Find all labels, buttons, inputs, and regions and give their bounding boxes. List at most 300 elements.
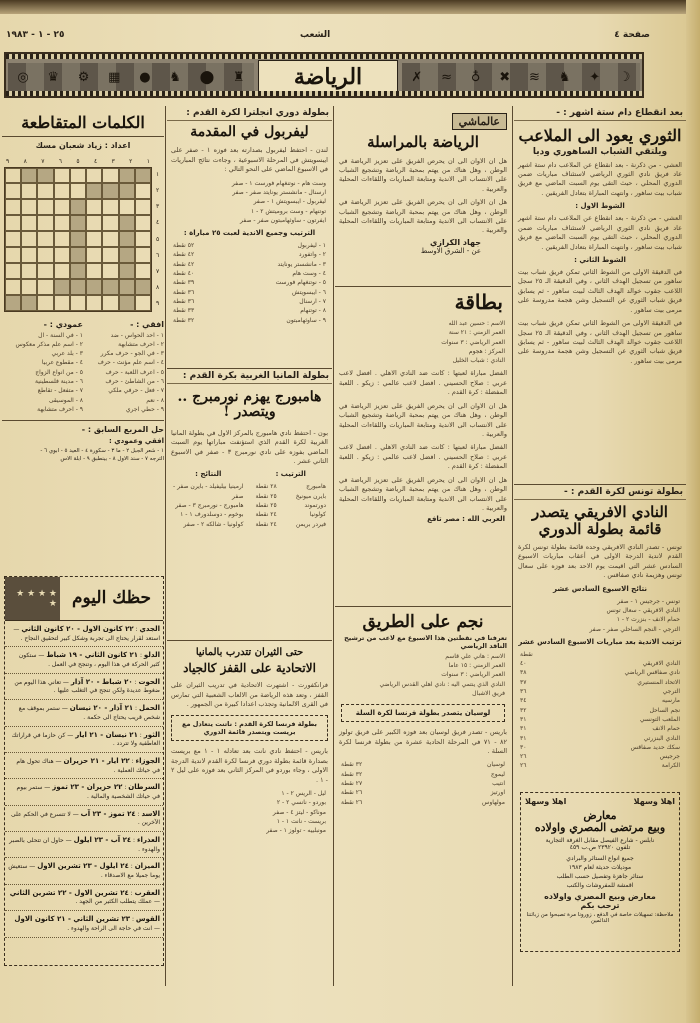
article-body: باريس - احتفظ نادي نانت بعد تعادله ١ - ١ مع بريست بصدارة قائمة بطولة دوري فرنسا لكرة القدم لاندية الدرجة الاولى ، وجاء بوردو في المركز الثاني بعد فوزه على ليل ٢ - ١ . — [171, 747, 328, 784]
sign-dates: ٢٤ تشرين الاول - ٢٢ تشرين الثاني — [9, 888, 129, 897]
crossword-cell[interactable] — [70, 247, 86, 263]
sports-icons-left — [8, 63, 254, 91]
crossword-cell[interactable] — [70, 199, 86, 215]
article-kicker: بعد انقطاع دام ستة اشهر : - — [514, 106, 686, 121]
sign-dates: ٢٢ كانون الاول - ٢٠ كانون الثاني — [21, 625, 134, 633]
crossword-cell[interactable] — [102, 279, 118, 295]
crossword-cell[interactable] — [135, 199, 151, 215]
standings-table — [250, 480, 333, 530]
crossword-cell[interactable] — [54, 199, 70, 215]
crossword-cell[interactable] — [37, 215, 53, 231]
crossword-cell[interactable] — [135, 215, 151, 231]
section-label: الشوط الاول : — [575, 202, 625, 211]
ranking-title: الترتيب : — [275, 470, 306, 479]
crossword-cell[interactable] — [70, 183, 86, 199]
article-star — [335, 606, 511, 986]
horoscope-list — [5, 621, 163, 938]
sign-name: الجدي — [139, 625, 160, 633]
crossword-cell[interactable] — [37, 247, 53, 263]
crossword-cell[interactable] — [86, 215, 102, 231]
crossword-cell[interactable] — [70, 295, 86, 311]
sign-text: ستمر بموقف مع شخص قريب يحتاج الى حكمة . — [18, 705, 160, 721]
crossword-cell[interactable] — [54, 231, 70, 247]
boxing-bag-icon: ♁ — [470, 69, 481, 85]
star-field: النادي الذي ينتمي اليه : نادي اهلي القدس الرياضي — [379, 680, 505, 688]
star-field: الاسم : هاني علي قاسم — [445, 652, 505, 660]
crossword-grid[interactable] — [4, 167, 152, 312]
result-row: ايفرتون - ساوثهامبتون صفر - صفر — [240, 216, 326, 224]
sign-dates: ٢١ كانون الثاني - ١٩ شباط — [46, 651, 139, 660]
results-list — [167, 480, 250, 530]
crossword-cell[interactable] — [119, 215, 135, 231]
article-headline: الثوري يعود الى الملاعب — [518, 126, 682, 145]
crossword-cell[interactable] — [119, 295, 135, 311]
sign-name: الجوزاء — [135, 756, 160, 765]
crossword-cell[interactable] — [119, 231, 135, 247]
crossword-cell[interactable] — [5, 168, 21, 184]
crossword-cell[interactable] — [37, 199, 53, 215]
author-source: عن - الشرق الاوسط — [420, 246, 481, 255]
standings-table — [335, 758, 511, 808]
article-body: الفضل مباراة لعبتها : كانت ضد النادي الاهلي . افضل لاعب عربي : صلاح الحسيني . افضل لاعب عالمي : زيكو . اللعبة المفضلة : كرة القدم . — [339, 369, 507, 397]
sign-name: العقرب — [134, 888, 160, 897]
result-row: النادي الافريقي - سعال تونس — [606, 606, 680, 614]
sign-name: العذراء — [136, 836, 160, 844]
clues-horizontal: افقي : - ١ - احد الحواس - ضد ٢ - احرف متشابهة ٣ - في الجو - حرف مكرر ٤ - اسم علم مؤنث - حرف ٥ - اعرف اللعبة - حرف ٦ - من الشاطئ - حرف ٧ - فعل - حرفي ملكي ٨ - نعم ٩ - حطي اجري — [97, 319, 164, 413]
solution-text: الترجه ٧ - سند الاول ٨ - بينطبق ٩ - ابلة الاس — [60, 456, 164, 463]
standings-row: ١ - ليفربول ٥٢ نقطة — [173, 242, 326, 250]
crossword-cell[interactable] — [86, 199, 102, 215]
sign-text: حاول ان تتحلى بالصبر والهدوء . — [9, 837, 160, 853]
horoscope-header — [5, 577, 163, 621]
cyclist-icon: ⚙ — [77, 69, 90, 85]
horoscope-entry: الحوت : ٢٠ شباط - ٢٠ آذار — تعاني هذا اليوم من ضغوط عديدة ولكن تنجح في التغلب عليها . — [5, 674, 163, 700]
standings-row: الكرامة ٢٦ — [520, 762, 680, 770]
ad-title: معارض — [583, 809, 617, 822]
column-rule — [165, 106, 166, 986]
horoscope-entry: الاسد : ٢٤ تموز - ٢٣ آب — لا تتسرع في الحكم على الآخرين . — [5, 806, 163, 832]
horoscope-entry: الثور : ٢١ نيسان - ٢١ ايار — كن حازما في قراراتك العاطفية ولا تتردد . — [5, 727, 163, 753]
horoscope-entry: السرطان : ٢٢ حزيران - ٢٣ تموز — ستمر بيوم في حياتك الشخصية والمالية . — [5, 779, 163, 805]
standings-row: بايرن ميونيخ ٢٥ نقطة — [255, 492, 326, 500]
down-numbers: ١ ٢ ٣ ٤ ٥ ٦ ٧ ٨ ٩ — [156, 171, 160, 308]
ad-phone: تلفون ٢٣٩٢٠ ص.ب ٤٥٩ — [569, 844, 631, 852]
article-body: تونس - تصدر النادي الافريقي وحده قائمة بطولة تونس لكرة القدم لاندية الدرجة الاولى في أعقاب مباريات الاسبوع السادس عشر التي اقيمت يوم الاحد بعد فوزه على سعال تونس وهزيمة نادي صفاقس . — [518, 543, 682, 580]
ad-note: ملاحظة: تسهيلات خاصة في الدفع ، زورونا مرة تصبحوا من زبائننا الدائمين — [526, 912, 674, 925]
section-title: الرياضة — [258, 60, 398, 94]
sports-icons-right — [402, 63, 640, 91]
ad-address: نابلس - شارع الفيصل مقابل الغرفة التجارية — [545, 837, 655, 845]
runner-icon: ♞ — [169, 69, 181, 85]
standings-row: مارسيه ٣٤ — [520, 697, 680, 705]
standings-row: النادي الافريقي ٤٠ — [520, 660, 680, 668]
crossword-cell[interactable] — [86, 295, 102, 311]
crossword-cell[interactable] — [119, 199, 135, 215]
crossword-cell[interactable] — [5, 231, 21, 247]
ad-greeting: ترحب بكم — [580, 901, 620, 911]
crossword-cell[interactable] — [119, 263, 135, 279]
crossword-cell[interactable] — [5, 279, 21, 295]
basket-icon: ▦ — [108, 69, 121, 85]
crossword-cell[interactable] — [135, 295, 151, 311]
sign-text: هناك تحول هام في حياتك العملية . — [16, 757, 160, 774]
page-right-edge — [686, 0, 700, 1023]
crossword-cell[interactable] — [5, 247, 21, 263]
sign-dates: ٢٤ آب - ٢٣ ايلول — [73, 836, 132, 844]
result-row: ليفربول - ايبسويتش ١ - صفر — [253, 198, 326, 206]
standings-row: النادي البنزرتي ٣١ — [520, 734, 680, 742]
crossword-cell[interactable] — [70, 168, 86, 184]
result-row: توتنهام - وست بروميتش ٢ - ١ — [251, 207, 326, 215]
sign-text: ستكون كثير الحركة في هذا اليوم ، وتنجح في العمل . — [18, 652, 160, 669]
horoscope-entry: العذراء : ٢٤ آب - ٢٣ ايلول — حاول ان تتحلى بالصبر والهدوء . — [5, 832, 163, 858]
crossword-cell[interactable] — [54, 247, 70, 263]
inset-box: بطولة فرنسا لكرة القدم : ناتنت يتعادل مع بريست ويتصدر قائمة الدوري — [171, 715, 328, 741]
standings-title: ترتيب الاندية بعد مباريات الاسبوع السادس عشر — [518, 637, 682, 646]
newspaper-name: الشعب — [300, 30, 331, 40]
card-field: المركز : هجوم — [468, 347, 505, 355]
article-lead: تعرفنا في نقطتين هذا الاسبوع مع لاعب من ترشيح الناقد الرياضي — [344, 633, 507, 650]
article-subhead: ويلتقي الشباب الساهوري وديا — [532, 146, 668, 157]
sign-name: الاسد — [141, 809, 160, 818]
crossword-title: الكلمات المتقاطعة — [2, 114, 164, 137]
ball-icon: ⬤ — [199, 69, 215, 85]
stars-icon: ★ ★ ★ ★ ★ — [5, 577, 60, 620]
author-name: جهاد الكرازي — [430, 237, 481, 247]
sign-dates: ٢٣ تشرين الثاني - ٢١ كانون الاول — [14, 915, 131, 924]
result-row: الترجي - النجم الساحلي صفر - صفر — [589, 625, 680, 633]
sign-name: الحمل — [138, 704, 160, 713]
star-field: العمر الزمني : ١٥ عاما — [448, 661, 505, 669]
result-row: بريست - نانت ١ - ١ — [276, 818, 326, 826]
article-body: العشي - من ذكرنة - بعد انقطاع عن الملاعب دام ستة اشهر عاد فريق نادي الثوري الرياضي لاستئناف مباريات ضمن الدوري المحلي ، حيث التقى يوم السبت الماضي مع فريق شباب بيت ساهور ، وانتهت المباراة بتعادل الفريقين . — [518, 160, 682, 197]
result-row: حمام الانف - بنزرت ٢ - ١ — [616, 616, 680, 624]
page-number: صفحة ٤ — [614, 30, 650, 40]
standings-row: مولهاوس ٢٦ نقطة — [341, 798, 505, 806]
crossword-cell[interactable] — [5, 199, 21, 215]
fencer-icon: ✗ — [411, 69, 423, 85]
results-list — [167, 177, 332, 227]
crossword-cell[interactable] — [54, 168, 70, 184]
crossword-cell[interactable] — [5, 263, 21, 279]
crossword-cell[interactable] — [135, 263, 151, 279]
sign-dates: ٢١ آذار - ٢٠ نيسان — [69, 704, 134, 713]
crossword-cell[interactable] — [86, 279, 102, 295]
issue-date: ٢٥ - ١ - ١٩٨٣ — [6, 30, 65, 40]
sign-text: ستمر بيوم في حياتك الشخصية والمالية . — [16, 784, 160, 800]
article-germany — [167, 368, 332, 593]
article-kicker: بطولة تونس لكرة القدم : - — [514, 485, 686, 500]
crossword-cell[interactable] — [21, 295, 37, 311]
article-body: الفضل مباراة لعبتها : كانت ضد النادي الاهلي . افضل لاعب عربي : صلاح الحسيني . افضل لاعب عالمي : زيكو . اللعبة المفضلة : كرة القدم . — [339, 443, 507, 471]
sign-dates: ٢٢ ايار - ٢١ حزيران — [63, 756, 130, 765]
horoscope-entry: الجدي : ٢٢ كانون الاول - ٢٠ كانون الثاني — استعد لقرار يحتاج الى تجربة وشكل كبير لتحقيق النجاح . — [5, 621, 163, 647]
article-headline: ليفربول في المقدمة — [190, 124, 309, 140]
card-footer: العربي الله : مصر تافع — [427, 515, 505, 524]
sign-name: الدلو — [143, 651, 160, 660]
result-row: ارسنال - مانشستر يونايتد صفر - صفر — [232, 188, 326, 196]
trophy-icon: ♛ — [47, 69, 60, 85]
standings-header: نقطة — [520, 650, 533, 658]
article-headline: هامبورج يهزم نورمبرج .. ويتصدر ! — [177, 389, 322, 421]
crossword-cell[interactable] — [135, 279, 151, 295]
crossword-cell[interactable] — [37, 279, 53, 295]
ad-items — [525, 854, 675, 890]
crossword-cell[interactable] — [102, 247, 118, 263]
article-tunisia — [514, 484, 686, 784]
standings-title: الترتيب وجميع الاندية لعبت ٢٥ مباراة : — [183, 229, 316, 238]
crossword-cell[interactable] — [54, 215, 70, 231]
gymnast-icon: ✦ — [589, 69, 601, 85]
crossword-cell[interactable] — [21, 247, 37, 263]
crossword-cell[interactable] — [21, 279, 37, 295]
crossword-cell[interactable] — [70, 231, 86, 247]
standings-row: جرجيس ٢٦ — [520, 753, 680, 761]
crossword-cell[interactable] — [37, 168, 53, 184]
crossword-cell[interactable] — [37, 231, 53, 247]
crossword-cell[interactable] — [102, 231, 118, 247]
section-banner — [4, 52, 644, 98]
results-title: النتائج : — [195, 470, 222, 479]
crossword-cell[interactable] — [5, 183, 21, 199]
wrestler-icon: ♜ — [232, 69, 245, 85]
sign-text: عملك يتطلب الكثير من الجهد . — [75, 898, 153, 906]
crossword-cell[interactable] — [86, 247, 102, 263]
article-kicker: حتى الثيران تتدرب بالمانيا — [195, 647, 304, 658]
crossword-cell[interactable] — [86, 263, 102, 279]
weightlifter-icon: ✖ — [499, 69, 511, 85]
article-body: العشي - من ذكرنة - بعد انقطاع عن الملاعب دام ستة اشهر عاد فريق نادي الثوري الرياضي لاستئناف مباريات ضمن الدوري المحلي ، حيث التقى يوم السبت الماضي مع فريق شباب بيت ساهور ، وانتهت المباراة بتعادل الفريقين . — [518, 214, 682, 251]
card-field: النادي : شباب الخليل — [452, 357, 505, 365]
results-title: نتائج الاسبوع السادس عشر — [553, 584, 647, 593]
result-row: وست هام - نوتنغهام فورست ١ - صفر — [231, 179, 326, 187]
result-row: ارمينيا بيليفيلد - بايرن صفر - صفر — [173, 483, 244, 500]
article-body: هل ان الاوان الى ان يحرص الفريق على تعزيز الرياضة في الوطن ، وهل هناك من يهتم بمحبة الرياضة وتشجيع الشباب على الانتساب الى الاندية ومتابعة المباريات واللقاءات المحلية والعربية . — [339, 401, 507, 439]
horse-icon: ♞ — [558, 69, 571, 85]
standings-row: ٣ - مانشستر يونايتد ٤٢ نقطة — [173, 260, 326, 268]
result-row: بوردو - نانسي ٢ - ٢ — [276, 799, 326, 807]
crossword-cell[interactable] — [119, 183, 135, 199]
crossword-cell[interactable] — [102, 168, 118, 184]
column-rule — [512, 106, 513, 986]
rope-border-top — [6, 54, 642, 59]
article-correspondence — [335, 106, 511, 286]
article-body: هل ان الاوان الى ان يحرص الفريق على تعزيز الرياضة في الوطن ، وهل هناك من يهتم بمحبة الرياضة وتشجيع الشباب على الانتساب الى الاندية ومتابعة المباريات واللقاءات المحلية والعربية . — [339, 198, 507, 235]
article-kicker: بطولة دوري انجلترا لكرة القدم : — [167, 106, 332, 121]
sign-name: الميزان — [134, 862, 160, 871]
card-field: العمر الزمني : ٢١ سنة — [448, 329, 505, 337]
crossword-cell[interactable] — [86, 183, 102, 199]
crossword-cell[interactable] — [21, 215, 37, 231]
sign-dates: ٢٢ حزيران - ٢٣ تموز — [52, 783, 123, 792]
crossword-cell[interactable] — [37, 295, 53, 311]
article-headline: بطاقة — [454, 290, 503, 314]
crossword-cell[interactable] — [102, 295, 118, 311]
crossword-cell[interactable] — [70, 263, 86, 279]
crossword-cell[interactable] — [102, 199, 118, 215]
sign-dates: ٢٤ تموز - ٢٣ آب — [80, 809, 136, 818]
crossword-author: اعداد : زياد شعبان مسك — [35, 140, 131, 150]
result-row: مونبلييه - تولوز ١ - صفر — [266, 827, 326, 835]
column-rule — [333, 106, 334, 986]
article-england — [167, 106, 332, 366]
standings-row: الترجي ٣٦ — [520, 688, 680, 696]
crossword-cell[interactable] — [135, 183, 151, 199]
clues-vertical: عمودي : - ١ - في السنة - ال ٢ - اسم علم مذكر معكوس ٣ - بلد عربي ٤ - مقطوع عربيا ٥ - من انواع الزواج ٦ - مدينة فلسطينية ٧ - متفعل - تقاطع ٨ - الموسيقى ٩ - احرف متشابهة — [15, 319, 83, 413]
standings-row: نجم الساحل ٣٢ — [520, 706, 680, 714]
article-headline: نجم على الطريق — [362, 612, 484, 632]
across-numbers: ١ ٢ ٣ ٤ ٥ ٦ ٧ ٨ ٩ — [6, 157, 150, 165]
result-row: بوخوم - دوسلدورف ١ - ١ — [180, 511, 244, 519]
standings-row: حمام الانف ٣١ — [520, 725, 680, 733]
crossword-cell[interactable] — [21, 168, 37, 184]
article-body: في الدقيقة الاولى من الشوط الثاني تمكن فريق شباب بيت ساهور من تسجيل الهدف الثاني ، وفي الدقيقة الـ ٢٥ سجل اللاعب جقوب خوالد الهدف الثالث لبيت ساهور - ثم يسابق فريق شباب الثوري عن التسجيل وشن هجمة مدروسة على مرمى بيت ساهور . — [518, 319, 682, 365]
sign-name: الثور — [143, 730, 160, 739]
star-field: فريق الاشبال — [472, 689, 505, 697]
rower-icon: ≋ — [528, 69, 540, 85]
horoscope-section — [4, 576, 164, 966]
sign-text: تعاني هذا اليوم من ضغوط عديدة ولكن تنجح في التغلب عليها . — [14, 678, 160, 695]
standings-row: ٦ - ايبسويتش ٣٦ نقطة — [173, 288, 326, 296]
standings-row: الملعب التونسي ٣١ — [520, 715, 680, 723]
crossword-cell[interactable] — [5, 215, 21, 231]
article-headline: الرياضة بالمراسلة — [367, 133, 479, 151]
result-row: تونس - جرجيس ١ - صفر — [617, 597, 680, 605]
sign-text: كن حازما في قراراتك العاطفية ولا تتردد . — [11, 731, 160, 748]
result-row: هامبورج - نورمبرج ٣ - صفر — [175, 502, 244, 510]
medal-icon: ● — [139, 69, 151, 85]
sign-text: استعد لقرار يحتاج الى تجربة وشكل كبير لتحقيق النجاح . — [20, 634, 160, 642]
horoscope-entry: العقرب : ٢٤ تشرين الاول - ٢٢ تشرين الثاني — عملك يتطلب الكثير من الجهد . — [5, 885, 163, 911]
crossword-cell[interactable] — [37, 263, 53, 279]
article-card — [335, 286, 511, 604]
crossword-cell[interactable] — [21, 183, 37, 199]
card-fields — [335, 317, 511, 367]
olympic-rings-icon: ◎ — [17, 69, 29, 85]
article-body: في الدقيقة الاولى من الشوط الثاني تمكن فريق شباب بيت ساهور من تسجيل الهدف الثاني ، وفي الدقيقة الـ ٢٥ سجل اللاعب جقوب خوالد الهدف الثالث لبيت ساهور - ثم يسابق فريق شباب الثوري عن التسجيل وشن هجمة مدروسة على مرمى بيت ساهور . — [518, 267, 682, 314]
horoscope-entry: القوس : ٢٣ تشرين الثاني - ٢١ كانون الاول — انت في حاجة الى الراحة والهدوء . — [5, 911, 163, 937]
crossword-cell[interactable] — [54, 183, 70, 199]
crossword-cell[interactable] — [21, 263, 37, 279]
horoscope-entry: الحمل : ٢١ آذار - ٢٠ نيسان — ستمر بموقف مع شخص قريب يحتاج الى حكمة . — [5, 700, 163, 726]
inset-box: لوسيان يتصدر بطولة فرنسا لكرة السلة — [341, 704, 505, 722]
standings-row: ليموج ٣٢ نقطة — [341, 770, 505, 778]
crossword-cell[interactable] — [54, 295, 70, 311]
horoscope-title: حظك اليوم — [71, 588, 152, 609]
article-body: فرانكفورت - اشتهرت الاتحادية في تدريب الثيران على القفز ، وتعد هذه الرياضة من الالعاب الشعبية التي تمارس في القرى الالمانية وتجذب اعدادا كبيرة من الجمهور . — [171, 681, 328, 709]
standings-table — [167, 239, 332, 327]
crossword-cell[interactable] — [70, 279, 86, 295]
ad-item: جميع انواع الستائر والبرادي — [566, 855, 634, 863]
sign-text: ستعيش يوما جميلا مع الاصدقاء . — [8, 863, 160, 880]
standings-row: فيردر بريمن ٢٤ نقطة — [255, 520, 326, 528]
sign-name: السرطان — [128, 783, 160, 792]
crossword-cell[interactable] — [21, 231, 37, 247]
advertisement-box — [520, 792, 680, 952]
crossword-cell[interactable] — [135, 168, 151, 184]
sign-dates: ٢١ نيسان - ٢١ ايار — [75, 730, 138, 739]
crossword-cell[interactable] — [70, 215, 86, 231]
crossword-cell[interactable] — [86, 231, 102, 247]
ad-welcome-line: اهلا وسهلا اهلا وسهلا — [525, 797, 675, 806]
standings-row: دورتموند ٢٥ نقطة — [255, 502, 326, 510]
crossword-section — [2, 106, 164, 571]
section-label: الشوط الثاني : — [574, 255, 626, 264]
archer-icon: ☽ — [618, 69, 631, 85]
results-list — [514, 595, 686, 636]
star-field: العمر الرياضي : ٣ سنوات — [441, 671, 505, 679]
standings-row: ٨ - توتنهام ٣٣ نقطة — [173, 307, 326, 315]
article-bulls — [167, 640, 332, 985]
crossword-cell[interactable] — [102, 215, 118, 231]
crossword-cell[interactable] — [119, 168, 135, 184]
crossword-cell[interactable] — [102, 263, 118, 279]
standings-row: نادي صفاقس الرياضي ٣٨ — [520, 669, 680, 677]
ad-item: اقمشة للمفروشات والكنب — [566, 882, 634, 890]
article-kicker: بطولة المانيا الغربية بكرة القدم : — [167, 369, 332, 384]
article-body: هل ان الاوان الى ان يحرص الفريق على تعزيز الرياضة في الوطن ، وهل هناك من يهتم بمحبة الرياضة وتشجيع الشباب على الانتساب الى الاندية ومتابعة المباريات واللقاءات المحلية والعربية . — [339, 475, 507, 512]
horoscope-entry: الجوزاء : ٢٢ ايار - ٢١ حزيران — هناك تحول هام في حياتك العملية . — [5, 753, 163, 779]
article-thawri — [514, 106, 686, 481]
crossword-cell[interactable] — [54, 263, 70, 279]
crossword-cell[interactable] — [37, 183, 53, 199]
standings-row: انتيب ٢٧ نقطة — [341, 780, 505, 788]
standings-row: ٢ - واتفورد ٤٢ نقطة — [173, 251, 326, 259]
standings-row: ٧ - ارسنال ٣٦ نقطة — [173, 297, 326, 305]
crossword-cell[interactable] — [5, 295, 21, 311]
sign-name: الحوت — [138, 677, 160, 686]
standings-row: سكك حديد صفاقس ٣٠ — [520, 743, 680, 751]
result-row: ليل - الريس ٢ - ١ — [281, 790, 326, 798]
standings-row: لوسيان ٣٢ نقطة — [341, 761, 505, 769]
standings-row: اورتيز ٢٦ نقطة — [341, 789, 505, 797]
ad-company: وبيع مرتضى المصري واولاده — [534, 821, 666, 835]
sign-text: لا تتسرع في الحكم على الآخرين . — [10, 810, 160, 827]
page-top-edge — [0, 0, 700, 14]
standings-row: ٥ - نوتنغهام فورست ٣٩ نقطة — [173, 279, 326, 287]
result-row: موناكو - ليتز ٤ - صفر — [272, 808, 326, 816]
ad-footer-company: معارض وبيع المصري واولاده — [544, 892, 656, 902]
article-headline: الاتحادية على القفز كالجياد — [183, 661, 316, 675]
crossword-cell[interactable] — [119, 247, 135, 263]
results-list — [167, 787, 332, 837]
sign-dates: ٢٤ ايلول - ٢٣ تشرين الاول — [37, 862, 129, 871]
crossword-cell[interactable] — [135, 247, 151, 263]
solution-subtitle: افقي وعمودي : — [109, 437, 164, 446]
column-badge: عالماشي — [452, 113, 507, 130]
standings-row: هامبورج ٢٨ نقطة — [255, 483, 326, 491]
article-body: باريس - تصدر فريق لوسيان بعد فوزه الكبير على فريق تولوز ٨٢ - ٧١ في المرحلة الحادية عشرة من بطولة فرنسا لكرة السلة . — [339, 728, 507, 756]
swimmer-icon: ≈ — [441, 69, 453, 85]
standings-row: كولونيا ٢٤ نقطة — [255, 511, 326, 519]
crossword-cell[interactable] — [54, 279, 70, 295]
horoscope-entry: الدلو : ٢١ كانون الثاني - ١٩ شباط — ستكون كثير الحركة في هذا اليوم ، وتنجح في العمل . — [5, 647, 163, 673]
card-field: العمر الرياضي : ٣ سنوات — [441, 338, 505, 346]
ad-item: موديلات حديثة لعام ١٩٨٣ — [568, 864, 632, 872]
standings-row: الاتحاد المنستيري ٣٧ — [520, 678, 680, 686]
article-headline: النادي الافريقي يتصدر قائمة بطولة الدوري — [532, 503, 668, 538]
standings-row: ٩ - ساوثهامبتون ٣٢ نقطة — [173, 316, 326, 324]
solution-text: ١ - شعر الجبل ٢ - ما ٣ - سكورة ٤ - العيد ٥ - ابوي ٦ - — [40, 448, 164, 455]
star-fields — [335, 650, 511, 700]
crossword-cell[interactable] — [86, 168, 102, 184]
crossword-cell[interactable] — [135, 231, 151, 247]
rope-border-bottom — [6, 91, 642, 96]
crossword-cell[interactable] — [21, 199, 37, 215]
crossword-cell[interactable] — [119, 279, 135, 295]
crossword-cell[interactable] — [102, 183, 118, 199]
result-row: كولونيا - شالكه ٢ - صفر — [183, 520, 244, 528]
